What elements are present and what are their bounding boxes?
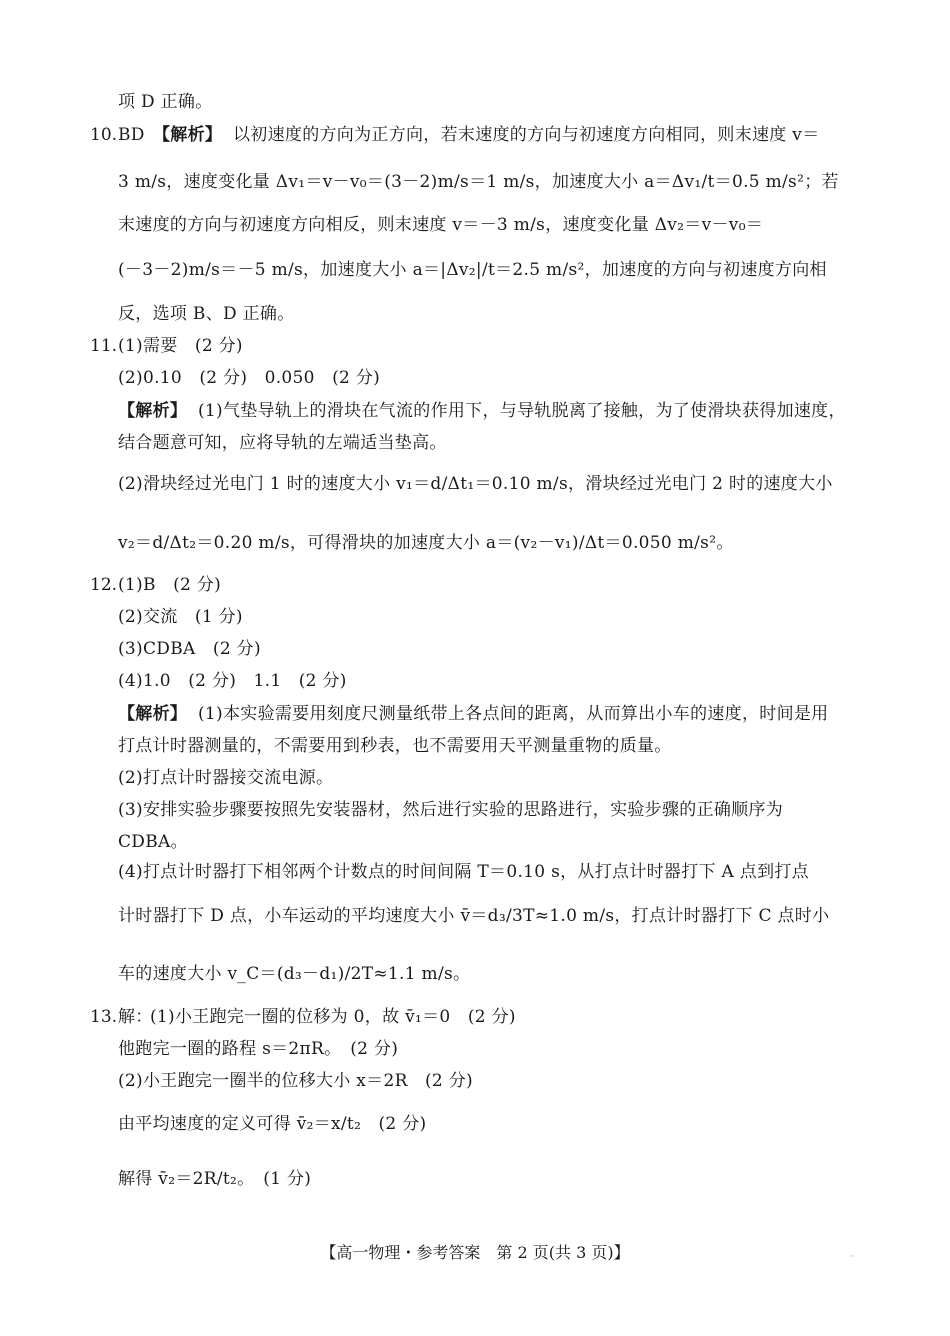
text-line: 反，选项 B、D 正确。 [118, 304, 295, 324]
text-line: 以初速度的方向为正方向，若末速度的方向与初速度方向相同，则末速度 v＝ [233, 125, 820, 145]
text-line: (1)本实验需要用刻度尺测量纸带上各点间的距离，从而算出小车的速度，时间是用 [198, 704, 829, 724]
question-number: 13. [90, 1007, 118, 1027]
text-line: 解得 v̄₂＝2R/t₂。 (1 分) [118, 1169, 312, 1189]
text-line: (1)小王跑完一圈的位移为 0，故 v̄₁＝0 (2 分) [150, 1007, 516, 1027]
text-line: 计时器打下 D 点，小车运动的平均速度大小 v̄＝d₃/3T≈1.0 m/s，打点计时器打下 C 点时小 [118, 906, 830, 926]
text-line: 车的速度大小 v_C＝(d₃－d₁)/2T≈1.1 m/s。 [118, 964, 471, 984]
text-line: (1)气垫导轨上的滑块在气流的作用下，与导轨脱离了接触，为了使滑块获得加速度， [198, 401, 846, 421]
analysis-tag: 【解析】 [118, 704, 188, 724]
text-line: (1)B (2 分) [118, 575, 222, 595]
text-line: 打点计时器测量的，不需要用到秒表，也不需要用天平测量重物的质量。 [118, 736, 672, 756]
page-footer: 【高一物理・参考答案 第 2 页(共 3 页)】 [320, 1243, 630, 1262]
text-line: (3)安排实验步骤要按照先安装器材，然后进行实验的思路进行，实验步骤的正确顺序为 [118, 800, 784, 820]
text-line: 项 D 正确。 [118, 92, 213, 112]
text-line: 3 m/s，速度变化量 Δv₁＝v－v₀＝(3－2)m/s＝1 m/s，加速度大小 a＝Δv₁/t＝0.5 m/s²；若 [118, 172, 839, 192]
text-line: (4)1.0 (2 分) 1.1 (2 分) [118, 671, 347, 691]
text-line: (2)打点计时器接交流电源。 [118, 768, 334, 788]
text-line: (2)小王跑完一圈半的位移大小 x＝2R (2 分) [118, 1071, 473, 1091]
text-line: 由平均速度的定义可得 v̄₂＝x/t₂ (2 分) [118, 1114, 427, 1134]
text-line: 结合题意可知，应将导轨的左端适当垫高。 [118, 433, 447, 453]
text-line: (2)0.10 (2 分) 0.050 (2 分) [118, 368, 381, 388]
text-line: v₂＝d/Δt₂＝0.20 m/s，可得滑块的加速度大小 a＝(v₂－v₁)/Δt＝0.050 m/s²。 [118, 533, 734, 553]
answer-choice: BD [118, 125, 145, 145]
text-line: 他跑完一圈的路程 s＝2πR。 (2 分) [118, 1039, 399, 1059]
text-line: 末速度的方向与初速度方向相反，则末速度 v＝－3 m/s，速度变化量 Δv₂＝v－v₀＝ [118, 215, 764, 235]
text-line: (2)滑块经过光电门 1 时的速度大小 v₁＝d/Δt₁＝0.10 m/s，滑块经过光电门 2 时的速度大小 [118, 474, 833, 494]
corner-mark: ·· [850, 1252, 856, 1261]
question-number: 10. [90, 125, 118, 145]
text-line: (3)CDBA (2 分) [118, 639, 261, 659]
question-number: 11. [90, 336, 118, 356]
text-line: (－3－2)m/s＝－5 m/s，加速度大小 a＝|Δv₂|/t＝2.5 m/s²，加速度的方向与初速度方向相 [118, 260, 827, 280]
question-number: 12. [90, 575, 118, 595]
text-line: (1)需要 (2 分) [118, 336, 243, 356]
text-line: (2)交流 (1 分) [118, 607, 243, 627]
analysis-tag: 【解析】 [153, 125, 223, 145]
solution-lead: 解： [118, 1007, 153, 1027]
text-line: CDBA。 [118, 832, 188, 852]
analysis-tag: 【解析】 [118, 401, 188, 421]
text-line: (4)打点计时器打下相邻两个计数点的时间间隔 T＝0.10 s，从打点计时器打下 A 点到打点 [118, 862, 809, 882]
